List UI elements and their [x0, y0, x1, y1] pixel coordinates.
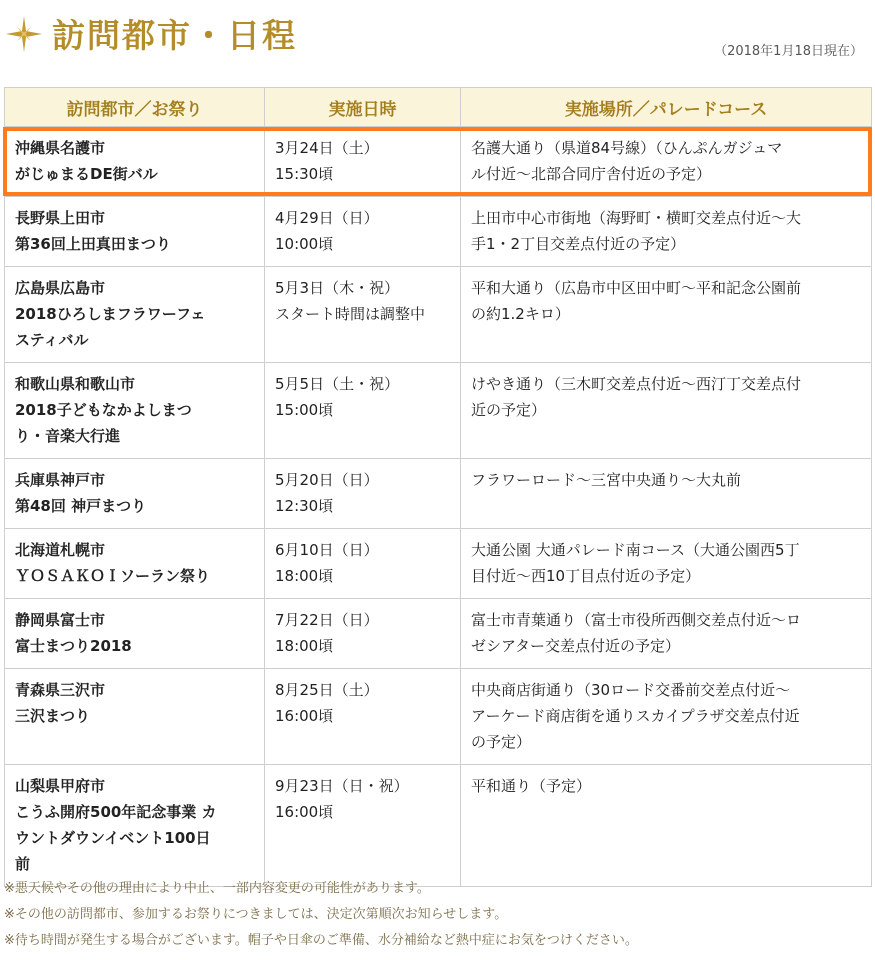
date-cell-line: 15:00頃 — [275, 401, 334, 419]
city-cell-line: がじゅまるDE街バル — [15, 165, 158, 183]
city-cell — [5, 669, 265, 765]
date-cell-line: 6月10日（日） — [275, 541, 379, 559]
date-cell-line: 16:00頃 — [275, 707, 334, 725]
note-item: ※その他の訪問都市、参加するお祭りにつきましては、決定次第順次お知らせします。 — [4, 907, 508, 922]
place-cell-line: アーケード商店街を通りスカイプラザ交差点付近 — [471, 707, 800, 725]
date-cell-line: 9月23日（日・祝） — [275, 777, 409, 795]
city-cell-line: 2018ひろしまフラワーフェ — [15, 305, 206, 323]
date-cell-line: 3月24日（土） — [275, 139, 379, 157]
city-cell-line: 第48回 神戸まつり — [15, 497, 147, 515]
place-cell-line: の約1.2キロ） — [471, 305, 570, 323]
city-cell-line: ウントダウンイベント100日 — [15, 829, 211, 847]
table-row — [5, 599, 872, 669]
table-row — [5, 127, 872, 197]
table-row — [5, 363, 872, 459]
place-cell-line: 目付近～西10丁目点付近の予定） — [471, 567, 701, 585]
page-title: 訪問都市・日程 — [52, 16, 297, 55]
date-cell-line: 5月5日（土・祝） — [275, 375, 400, 393]
table-row — [5, 459, 872, 529]
date-cell — [265, 459, 461, 529]
column-header-place: 実施場所／パレードコース — [461, 88, 872, 127]
place-cell-line: 手1・2丁目交差点付近の予定） — [471, 235, 686, 253]
table-row — [5, 765, 872, 887]
city-cell-line: 2018子どもなかよしまつ — [15, 401, 192, 419]
city-cell-line: 前 — [15, 855, 31, 873]
city-cell-line: 富士まつり2018 — [15, 637, 132, 655]
date-cell-line: 10:00頃 — [275, 235, 334, 253]
table-row — [5, 197, 872, 267]
place-cell-line: けやき通り（三木町交差点付近～西汀丁交差点付 — [471, 375, 802, 393]
city-cell-line: 青森県三沢市 — [15, 681, 106, 699]
city-cell-line: ＹＯＳＡＫＯＩソーラン祭り — [15, 567, 211, 585]
table-row — [5, 669, 872, 765]
city-cell-line: 兵庫県神戸市 — [15, 471, 106, 489]
place-cell-line: 平和通り（予定） — [471, 777, 592, 795]
place-cell-line: ゼシアター交差点付近の予定） — [471, 637, 680, 655]
date-cell-line: 4月29日（日） — [275, 209, 379, 227]
city-cell-line: 長野県上田市 — [15, 209, 106, 227]
sparkle-star-icon — [6, 16, 42, 52]
date-cell-line: 8月25日（土） — [275, 681, 379, 699]
note-item: ※待ち時間が発生する場合がございます。帽子や日傘のご準備、水分補給など熱中症にお気をつけください。 — [4, 933, 638, 948]
place-cell — [461, 127, 872, 197]
table-header-row — [5, 88, 872, 127]
city-cell-line: 静岡県富士市 — [15, 611, 106, 629]
schedule-table — [4, 87, 872, 887]
city-cell — [5, 529, 265, 599]
place-cell — [461, 197, 872, 267]
city-cell-line: こうふ開府500年記念事業 カ — [15, 803, 217, 821]
place-cell-line: 名護大通り（県道84号線）（ひんぷんガジュマ — [471, 139, 783, 157]
date-cell — [265, 197, 461, 267]
city-cell-line: 三沢まつり — [15, 707, 91, 725]
place-cell-line: 中央商店街通り（30ロード交番前交差点付近～ — [471, 681, 791, 699]
place-cell — [461, 765, 872, 887]
column-header-date: 実施日時 — [265, 88, 461, 127]
place-cell-line: 富士市青葉通り（富士市役所西側交差点付近～ロ — [471, 611, 802, 629]
place-cell-line: ル付近～北部合同庁舎付近の予定） — [471, 165, 712, 183]
city-cell — [5, 197, 265, 267]
city-cell — [5, 765, 265, 887]
date-cell — [265, 765, 461, 887]
column-header-city: 訪問都市／お祭り — [5, 88, 265, 127]
date-cell — [265, 267, 461, 363]
date-cell-line: 18:00頃 — [275, 567, 334, 585]
place-cell-line: 近の予定） — [471, 401, 547, 419]
place-cell-line: の予定） — [471, 733, 532, 751]
notes-list — [4, 876, 871, 954]
table-row — [5, 529, 872, 599]
city-cell-line: 山梨県甲府市 — [15, 777, 106, 795]
city-cell — [5, 127, 265, 197]
city-cell — [5, 363, 265, 459]
date-cell — [265, 363, 461, 459]
city-cell — [5, 459, 265, 529]
city-cell — [5, 599, 265, 669]
place-cell-line: フラワーロード～三宮中央通り～大丸前 — [471, 471, 742, 489]
note-item: ※悪天候やその他の理由により中止、一部内容変更の可能性があります。 — [4, 881, 430, 896]
date-cell — [265, 529, 461, 599]
date-cell-line: 7月22日（日） — [275, 611, 379, 629]
place-cell — [461, 599, 872, 669]
city-cell-line: り・音楽大行進 — [15, 427, 121, 445]
city-cell-line: 和歌山県和歌山市 — [15, 375, 136, 393]
city-cell-line: スティバル — [15, 331, 89, 349]
place-cell-line: 平和大通り（広島市中区田中町～平和記念公園前 — [471, 279, 802, 297]
city-cell — [5, 267, 265, 363]
date-cell-line: 16:00頃 — [275, 803, 334, 821]
as-of-date: （2018年1月18日現在） — [714, 44, 863, 59]
place-cell — [461, 529, 872, 599]
place-cell — [461, 459, 872, 529]
date-cell-line: 5月20日（日） — [275, 471, 379, 489]
city-cell-line: 広島県広島市 — [15, 279, 106, 297]
city-cell-line: 第36回上田真田まつり — [15, 235, 171, 253]
table-row — [5, 267, 872, 363]
date-cell-line: 12:30頃 — [275, 497, 334, 515]
city-cell-line: 北海道札幌市 — [15, 541, 106, 559]
place-cell-line: 上田市中心市街地（海野町・横町交差点付近～大 — [471, 209, 802, 227]
city-cell-line: 沖縄県名護市 — [15, 139, 106, 157]
place-cell-line: 大通公園 大通パレード南コース（大通公園西5丁 — [471, 541, 800, 559]
date-cell-line: スタート時間は調整中 — [275, 305, 426, 323]
date-cell — [265, 669, 461, 765]
date-cell — [265, 599, 461, 669]
page-header — [0, 0, 875, 80]
date-cell — [265, 127, 461, 197]
place-cell — [461, 267, 872, 363]
place-cell — [461, 669, 872, 765]
date-cell-line: 18:00頃 — [275, 637, 334, 655]
date-cell-line: 15:30頃 — [275, 165, 334, 183]
place-cell — [461, 363, 872, 459]
date-cell-line: 5月3日（木・祝） — [275, 279, 400, 297]
